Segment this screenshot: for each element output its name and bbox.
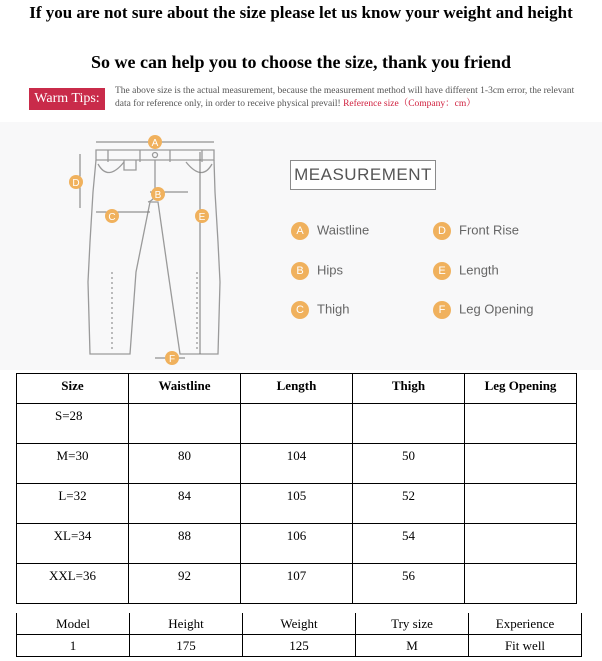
table-cell: 92 — [129, 564, 241, 604]
headline-line-2: So we can help you to choose the size, thank you friend — [90, 52, 512, 72]
table-header-cell: Waistline — [129, 374, 241, 404]
legend-label: Front Rise — [459, 222, 519, 238]
model-cell: 1 — [17, 635, 130, 657]
legend-leg-opening — [433, 299, 533, 319]
svg-text:E: E — [198, 212, 206, 223]
legend-waistline — [291, 220, 369, 240]
model-info-table — [16, 613, 582, 657]
legend-label: Thigh — [317, 301, 350, 317]
legend-letter: E — [433, 262, 451, 280]
table-cell: 80 — [129, 444, 241, 484]
warm-tips-text — [115, 85, 585, 111]
table-cell: 54 — [353, 524, 465, 564]
pants-illustration — [0, 122, 260, 370]
legend-label: Waistline — [317, 222, 370, 238]
model-cell: M — [356, 635, 469, 657]
svg-text:B: B — [154, 190, 162, 201]
table-cell: 50 — [353, 444, 465, 484]
reference-size-note: Reference size（Company：cm） — [343, 99, 476, 109]
svg-text:D: D — [72, 178, 80, 189]
table-cell: 84 — [129, 484, 241, 524]
legend-label: Hips — [317, 262, 344, 278]
legend-length — [433, 260, 499, 280]
legend-letter: D — [433, 222, 451, 240]
legend-letter: F — [433, 301, 451, 319]
table-header-cell: Length — [241, 374, 353, 404]
model-cell: Fit well — [469, 635, 582, 657]
model-cell: 125 — [243, 635, 356, 657]
table-header-cell: Leg Opening — [465, 374, 577, 404]
table-row — [17, 484, 577, 524]
warm-tips-badge: Warm Tips: — [29, 88, 105, 110]
legend-letter: C — [291, 301, 309, 319]
table-cell — [465, 564, 577, 604]
table-header-row — [17, 374, 577, 404]
table-row — [17, 444, 577, 484]
table-header-cell: Thigh — [353, 374, 465, 404]
legend-front-rise — [433, 220, 519, 240]
table-cell: XL=34 — [17, 524, 129, 564]
legend-label: Length — [459, 262, 499, 278]
legend-hips — [291, 260, 343, 280]
warm-tips — [25, 84, 585, 114]
model-header-cell: Height — [130, 613, 243, 635]
table-header-cell: Size — [17, 374, 129, 404]
svg-text:C: C — [108, 212, 116, 223]
table-cell — [353, 404, 465, 444]
model-header-cell: Experience — [469, 613, 582, 635]
legend-letter: B — [291, 262, 309, 280]
table-cell — [129, 404, 241, 444]
table-cell — [465, 404, 577, 444]
table-row — [17, 635, 582, 657]
size-chart-table — [16, 373, 577, 604]
model-header-cell: Model — [17, 613, 130, 635]
model-header-cell: Weight — [243, 613, 356, 635]
table-row — [17, 564, 577, 604]
table-cell — [465, 484, 577, 524]
table-cell: 105 — [241, 484, 353, 524]
svg-text:F: F — [168, 354, 176, 365]
table-cell — [241, 404, 353, 444]
table-cell: 107 — [241, 564, 353, 604]
table-cell: XXL=36 — [17, 564, 129, 604]
table-cell: M=30 — [17, 444, 129, 484]
table-cell: S=28 — [17, 404, 129, 444]
warm-tips-body: The above size is the actual measurement, because the measurement method will have different 1-3cm error, the relevant data for reference only, in order to receive physical prevail! — [115, 86, 575, 109]
legend-thigh — [291, 299, 350, 319]
table-cell: 106 — [241, 524, 353, 564]
model-header-row — [17, 613, 582, 635]
table-cell — [465, 444, 577, 484]
measurement-diagram — [0, 122, 602, 370]
legend-label: Leg Opening — [459, 301, 534, 317]
table-cell: 52 — [353, 484, 465, 524]
table-cell: L=32 — [17, 484, 129, 524]
table-cell: 88 — [129, 524, 241, 564]
model-cell: 175 — [130, 635, 243, 657]
table-cell: 56 — [353, 564, 465, 604]
legend-letter: A — [291, 222, 309, 240]
measurement-title: MEASUREMENT — [290, 160, 436, 190]
table-cell: 104 — [241, 444, 353, 484]
table-row — [17, 524, 577, 564]
table-row — [17, 404, 577, 444]
table-cell — [465, 524, 577, 564]
headline-line-1: If you are not sure about the size please let us know your weight and height — [29, 3, 573, 22]
svg-text:A: A — [151, 138, 159, 149]
model-header-cell: Try size — [356, 613, 469, 635]
